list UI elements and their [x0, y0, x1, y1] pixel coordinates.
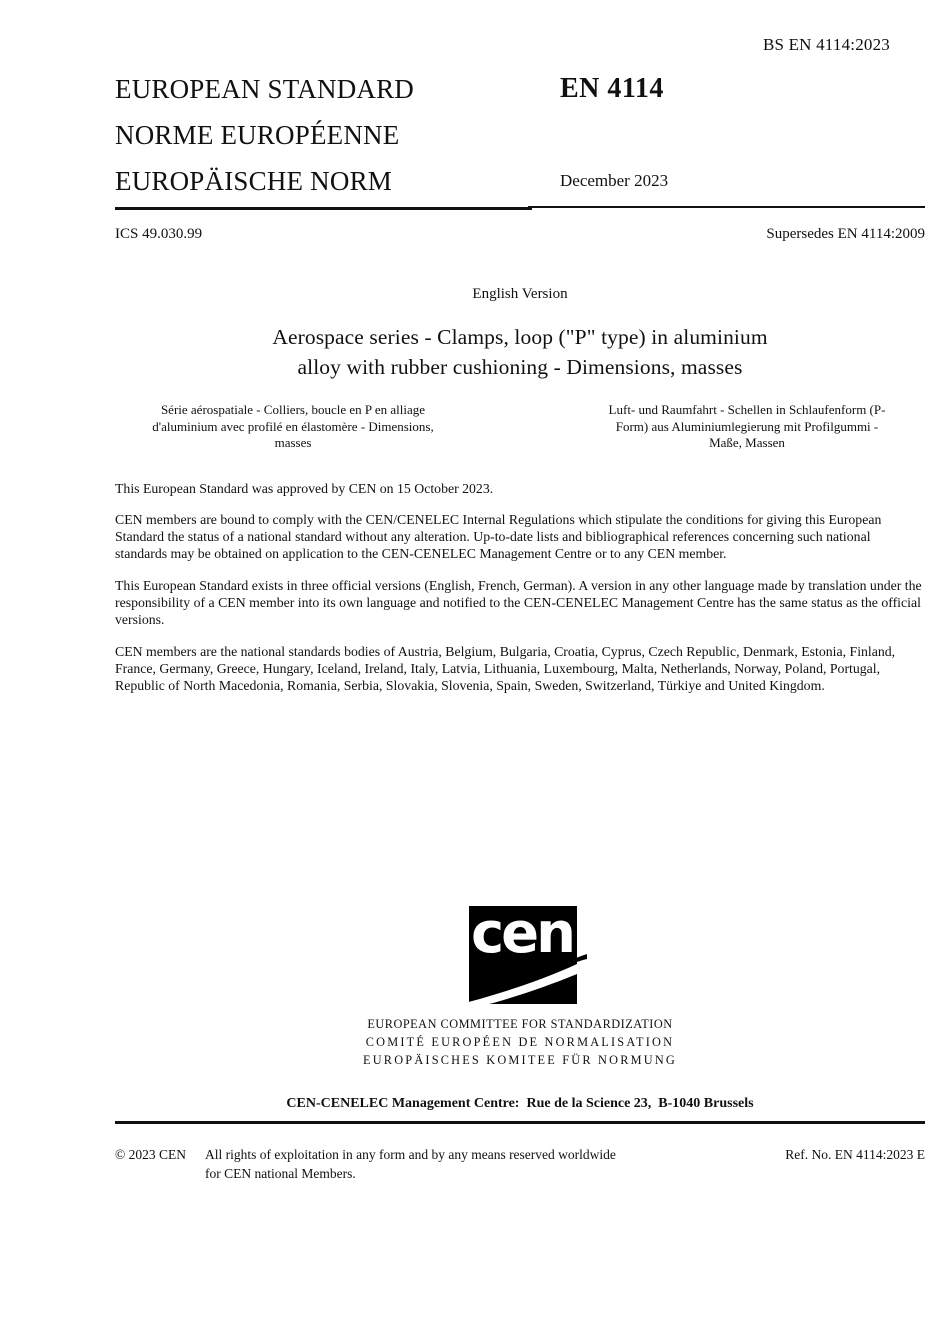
rights-statement: All rights of exploitation in any form and by any means reserved worldwide for CEN national Members. [205, 1147, 616, 1182]
standard-header [115, 66, 925, 204]
title-german-line3: Maße, Massen [709, 435, 785, 450]
standard-title-en: EUROPEAN STANDARD [115, 74, 415, 104]
header-spacer [560, 112, 925, 158]
bs-reference: BS EN 4114:2023 [762, 35, 890, 54]
publication-date: December 2023 [560, 171, 669, 190]
paragraph-approval: This European Standard was approved by CEN on 15 October 2023. [115, 480, 494, 496]
page-content [115, 36, 925, 1183]
header-rule-left [115, 207, 532, 210]
cen-logo-icon [453, 906, 587, 1012]
reference-number: Ref. No. EN 4114:2023 E [785, 1147, 925, 1163]
cen-logo-block [115, 906, 925, 1012]
title-german [569, 402, 925, 452]
footer-rule [115, 1121, 925, 1124]
header-rule [115, 205, 925, 210]
copyright-notice: © 2023 CEN [115, 1147, 187, 1163]
title-german-line2: Form) aus Aluminiumlegierung mit Profilgummi - [615, 418, 879, 434]
paragraph-members: CEN members are the national standards bodies of Austria, Belgium, Bulgaria, Croatia, Cyprus, Czech Republic, Denmark, Estonia, Finland, France, Germany, Greece, Hungary, Iceland, Ireland, Italy, Latvia, Lithuania, Luxembourg, Malta, Netherlands, Norway, Poland, Portugal, Republic of North Macedonia, Romania, Serbia, Slovakia, Slovenia, Spain, Sweden, Switzerland, Türkiye and United Kingdom. [115, 643, 896, 694]
body-paragraphs [115, 480, 925, 695]
committee-name-fr: COMITÉ EUROPÉEN DE NORMALISATION [365, 1035, 675, 1050]
document-title [115, 322, 925, 382]
header-rule-right [528, 206, 925, 208]
committee-names [115, 1015, 925, 1069]
supersedes-note: Supersedes EN 4114:2009 [766, 226, 925, 242]
title-french-line3: masses [274, 435, 312, 450]
standard-number: EN 4114 [560, 73, 664, 104]
document-title-line2: alloy with rubber cushioning - Dimensions, masses [297, 355, 743, 379]
ics-code: ICS 49.030.99 [115, 226, 203, 242]
translated-titles [115, 402, 925, 452]
paragraph-versions: This European Standard exists in three official versions (English, French, German). A version in any other language made by translation under the responsibility of a CEN member into its own language and notified to the CEN-CENELEC Management Centre has the same status as the official versions. [115, 577, 922, 628]
committee-name-en: EUROPEAN COMMITTEE FOR STANDARDIZATION [367, 1017, 673, 1032]
document-title-line1: Aerospace series - Clamps, loop ("P" type) in aluminium [272, 325, 768, 349]
ics-row [115, 225, 925, 243]
version-label: English Version [472, 286, 568, 302]
title-french [115, 402, 471, 452]
cen-logo-text: cen [470, 906, 574, 967]
footer [115, 1145, 925, 1183]
standard-title-de: EUROPÄISCHE NORM [115, 166, 392, 196]
title-german-line1: Luft- und Raumfahrt - Schellen in Schlaufenform (P- [608, 402, 886, 417]
management-centre-address: CEN-CENELEC Management Centre: Rue de la Science 23, B-1040 Brussels [286, 1096, 754, 1112]
standard-title-fr: NORME EUROPÉENNE [115, 120, 400, 150]
committee-name-de: EUROPÄISCHES KOMITEE FÜR NORMUNG [363, 1053, 677, 1068]
title-french-line2: d'aluminium avec profilé en élastomère - Dimensions, [152, 418, 434, 434]
title-french-line1: Série aérospatiale - Colliers, boucle en P en alliage [160, 402, 426, 417]
paragraph-regulations: CEN members are bound to comply with the CEN/CENELEC Internal Regulations which stipulate the conditions for giving this European Standard the status of a national standard without any alteration. Up-to-date lists and bibliographical references concerning such national standards may be obtained on application to the CEN-CENELEC Management Centre or to any CEN member. [115, 511, 882, 562]
